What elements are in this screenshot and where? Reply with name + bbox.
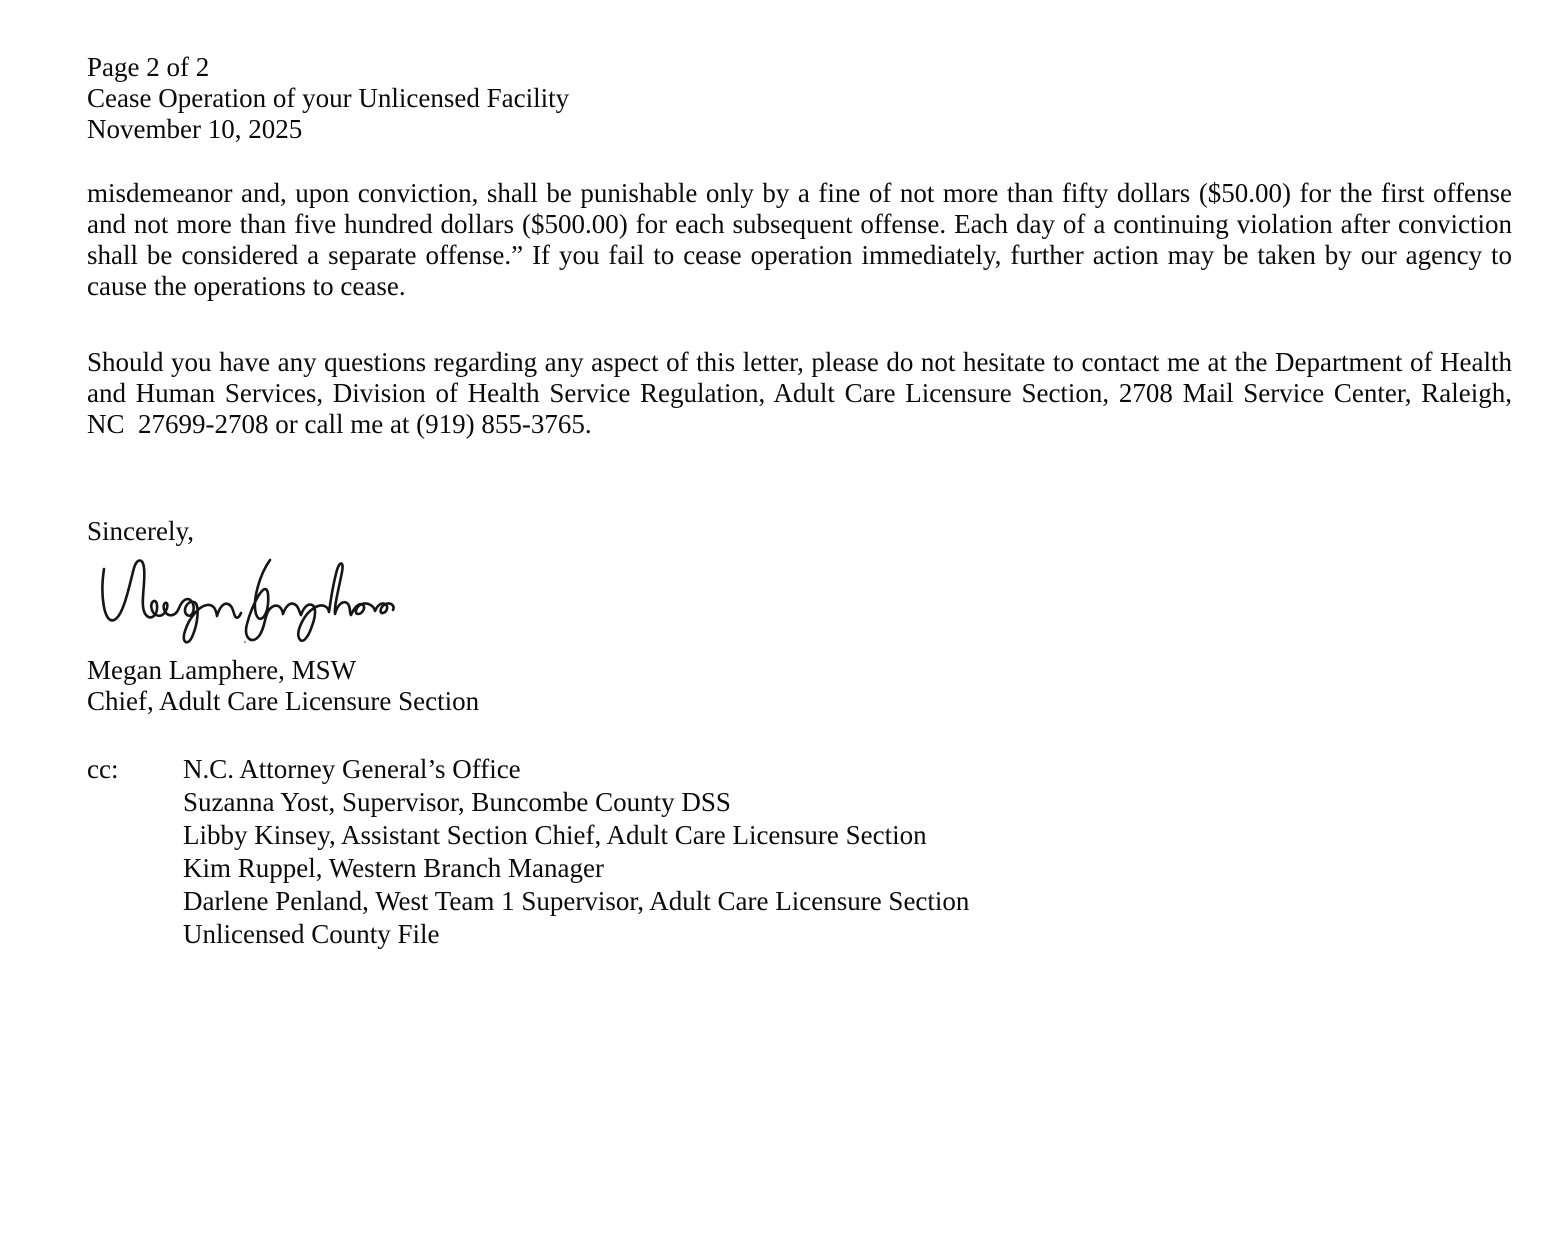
body-paragraph-contact: Should you have any questions regarding any aspect of this letter, please do not hesitate to contact me at the Department of Health and Human Services, Division of Health Service Regulation, Adult Care Licensure Section, 2708 Mail Service Center, Raleigh, NC 27699-2708 or call me at (919) 855-3765. [87, 347, 1512, 439]
cc-label: cc: [87, 754, 119, 784]
letter-date: November 10, 2025 [87, 114, 303, 144]
handwritten-signature-image [97, 549, 399, 652]
cc-recipient: Kim Ruppel, Western Branch Manager [183, 853, 604, 883]
page-number: Page 2 of 2 [87, 52, 210, 82]
valediction: Sincerely, [87, 516, 194, 546]
signature-stroke-first-name [102, 561, 241, 643]
cc-recipient: Darlene Penland, West Team 1 Supervisor, Adult Care Licensure Section [183, 886, 970, 916]
cc-list [183, 753, 1512, 951]
signer-name: Megan Lamphere, MSW [87, 655, 357, 685]
body-paragraph-penalties: misdemeanor and, upon conviction, shall be punishable only by a fine of not more than fifty dollars ($50.00) for the first offense and not more than five hundred dollars ($500.00) for each subsequent offense. Each day of a continuing violation after conviction shall be considered a separate offense.” If you fail to cease operation immediately, further action may be taken by our agency to cause the operations to cease. [87, 178, 1512, 301]
letter-header [87, 52, 1512, 145]
signer-title: Chief, Adult Care Licensure Section [87, 686, 480, 716]
cc-block [87, 753, 1512, 951]
signature-ink-dot [244, 641, 246, 643]
cc-recipient: Libby Kinsey, Assistant Section Chief, Adult Care Licensure Section [183, 820, 927, 850]
cc-recipient: Unlicensed County File [183, 919, 440, 949]
cc-recipient: N.C. Attorney General’s Office [183, 754, 521, 784]
signature-stroke-last-name [246, 560, 394, 641]
cc-recipient: Suzanna Yost, Supervisor, Buncombe County DSS [183, 787, 731, 817]
letter-subject: Cease Operation of your Unlicensed Facility [87, 83, 570, 113]
signer-block [87, 655, 1512, 717]
